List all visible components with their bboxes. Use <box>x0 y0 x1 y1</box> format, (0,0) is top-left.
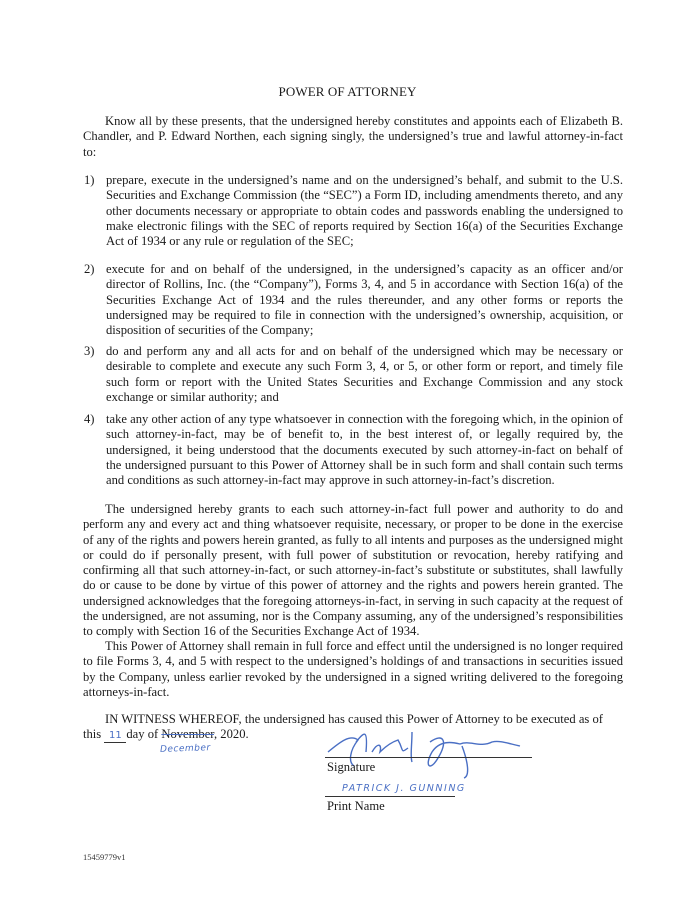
day-value: 11 <box>108 730 122 742</box>
list-item <box>84 412 623 488</box>
grant-paragraph <box>83 502 623 640</box>
day-field <box>104 728 126 743</box>
list-item-text: execute for and on behalf of the undersigned, in the undersigned’s capacity as an officer and/or director of Rollins, Inc. (the “Company”), Forms 3, 4, and 5 in accordance with Section 16(a) of the Securities Exchange Act of 1934 and the rules thereunder, and any other forms or reports the undersigned may be required to file in connection with the undersigned’s ownership, acquisition, or disposition of securities of the Company; <box>106 262 623 338</box>
list-item-number: 2) <box>84 262 95 276</box>
month-struck: November <box>161 727 214 742</box>
day-of-label: day of <box>126 727 159 742</box>
grant-text: The undersigned hereby grants to each such attorney-in-fact full power and authority to do and perform any and every act and thing whatsoever requisite, necessary, or proper to be done in the exercise of any of the rights and powers herein granted, as fully to all intents and purposes as the undersigned might or could do if personally present, with full power of substitution or revocation, hereby ratifying and confirming all that such attorney-in-fact, or such attorney-in-fact’s substitute or substitutes, shall lawfully do or cause to be done by virtue of this power of attorney and the rights and powers herein granted. The undersigned acknowledges that the foregoing attorneys-in-fact, in serving in such capacity at the request of the undersigned, are not assuming, nor is the Company assuming, any of the undersigned’s responsibilities to comply with Section 16 of the Securities Exchange Act of 1934. <box>83 502 624 639</box>
print-name-line <box>325 796 455 797</box>
handwritten-print-name: PATRICK J. GUNNING <box>342 783 466 794</box>
list-item-number: 1) <box>84 173 95 187</box>
print-name-label: Print Name <box>327 799 385 813</box>
intro-paragraph <box>83 114 623 160</box>
list-item-number: 4) <box>84 412 95 426</box>
duration-text: This Power of Attorney shall remain in full force and effect until the undersigned is no longer required to file Forms 3, 4, and 5 with respect to the undersigned’s holdings of and transactions in securities issued by the Company, unless earlier revoked by the undersigned in a signed writing delivered to the foregoing attorneys-in-fact. <box>83 639 623 699</box>
list-item <box>84 344 623 405</box>
list-item-text: do and perform any and all acts for and on behalf of the undersigned which may be necessary or desirable to complete and execute any such Form 3, 4, or 5, or other form or report, and timely file such form or report with the United States Securities and Exchange Commission and any stock exchange or similar authority; and <box>106 344 623 404</box>
witness-line: IN WITNESS WHEREOF, the undersigned has caused this Power of Attorney to be executed as of <box>105 712 603 726</box>
duration-paragraph <box>83 639 623 700</box>
list-item <box>84 173 623 249</box>
witness-this-label: this <box>83 727 102 742</box>
year-text: , 2020. <box>214 727 249 742</box>
list-item-number: 3) <box>84 344 95 358</box>
signature-line <box>325 757 532 758</box>
document-title: POWER OF ATTORNEY <box>278 84 417 99</box>
handwritten-month: December <box>159 743 211 755</box>
list-item <box>84 262 623 338</box>
intro-text: Know all by these presents, that the undersigned hereby constitutes and appoints each of Elizabeth B. Chandler, and P. Edward Northen, each signing singly, the undersigned’s true and lawful attorney-in-fact to: <box>83 114 623 159</box>
document-id: 15459779v1 <box>83 852 126 862</box>
list-item-text: take any other action of any type whatsoever in connection with the foregoing which, in the opinion of such attorney-in-fact, may be of benefit to, in the best interest of, or legally required by, the undersigned, it being understood that the documents executed by such attorney-in-fact on behalf of the undersigned pursuant to this Power of Attorney shall be in such form and shall contain such terms and conditions as such attorney-in-fact may approve in such attorney-in-fact’s discretion. <box>106 412 623 488</box>
list-item-text: prepare, execute in the undersigned’s name and on the undersigned’s behalf, and submit to the U.S. Securities and Exchange Commission (the “SEC”) a Form ID, including amendments thereto, and any other documents necessary or appropriate to obtain codes and passwords enabling the undersigned to make electronic filings with the SEC of reports required by Section 16(a) of the Securities Exchange Act of 1934 or any rule or regulation of the SEC; <box>106 173 623 249</box>
signature-label: Signature <box>327 760 376 774</box>
